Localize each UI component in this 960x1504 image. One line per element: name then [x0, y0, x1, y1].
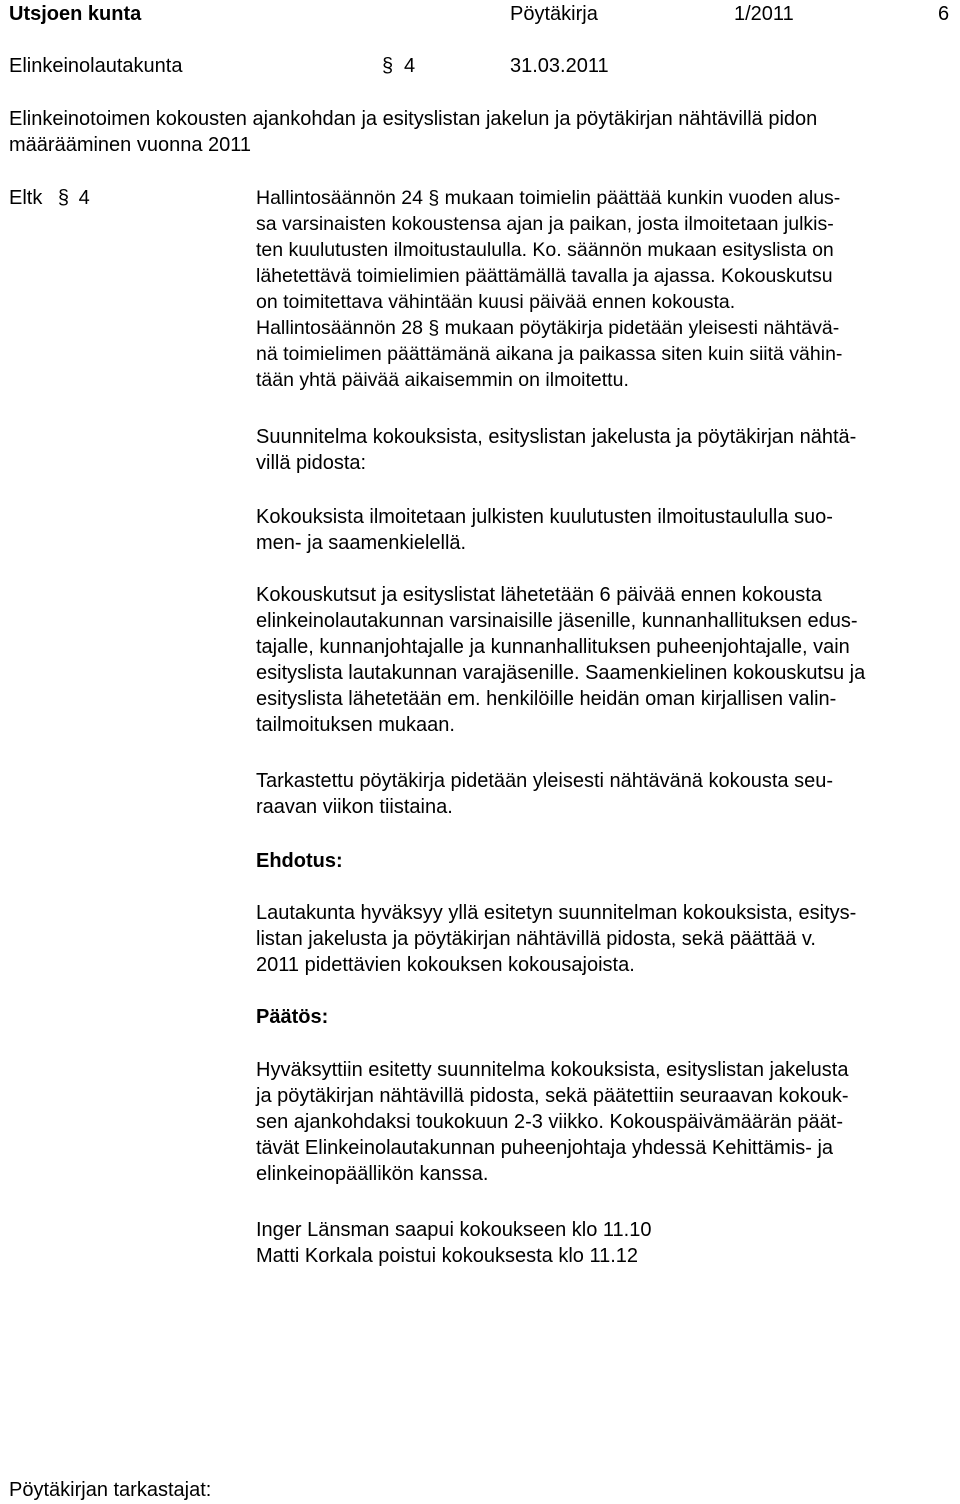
- section-ref-number: 4: [78, 187, 90, 209]
- title-line: määrääminen vuonna 2011: [9, 134, 252, 156]
- attendance-notes: [256, 1217, 956, 1269]
- plan-line: esityslista lautakunnan varajäsenille. Saamenkielinen kokouskutsu ja: [256, 662, 866, 684]
- plan-line: Kokouksista ilmoitetaan julkisten kuulutusten ilmoitustaululla suo-: [256, 506, 833, 528]
- section-reference: [9, 185, 90, 211]
- intro-line: nä toimielimen päättämänä aikana ja paikassa siten kuin siitä vähin-: [256, 343, 843, 365]
- section-sign-icon: §: [382, 55, 394, 77]
- decision-line: tävät Elinkeinolautakunnan puheenjohtaja yhdessä Kehittämis- ja: [256, 1137, 834, 1159]
- intro-line: on toimitettava vähintään kuusi päivää ennen kokousta.: [256, 291, 736, 313]
- section-number: 4: [404, 55, 416, 77]
- decision-line: sen ajankohdaksi toukokuun 2-3 viikko. Kokouspäivämäärän päät-: [256, 1111, 844, 1133]
- intro-line: Hallintosäännön 28 § mukaan pöytäkirja pidetään yleisesti nähtävä-: [256, 317, 840, 339]
- plan-paragraph-minutes: [256, 768, 956, 820]
- plan-line: men- ja saamenkielellä.: [256, 532, 467, 554]
- plan-line: tailmoituksen mukaan.: [256, 714, 455, 736]
- intro-line: lähetettävä toimielimien päättämällä tavalla ja ajassa. Kokouskutsu: [256, 265, 833, 287]
- plan-line: tajalle, kunnanjohtajalle ja kunnanhallituksen puheenjohtajalle, vain: [256, 636, 850, 658]
- plan-heading: [256, 424, 956, 476]
- decision-heading: Päätös:: [256, 1006, 329, 1028]
- attendance-line: Inger Länsman saapui kokoukseen klo 11.10: [256, 1219, 652, 1241]
- section-ref-label: Eltk: [9, 187, 43, 209]
- plan-heading-line: villä pidosta:: [256, 452, 367, 474]
- plan-line: elinkeinolautakunnan varsinaisille jäsenille, kunnanhallituksen edus-: [256, 610, 858, 632]
- document-number: 1/2011: [734, 3, 794, 25]
- proposal-line: listan jakelusta ja pöytäkirjan nähtävillä pidosta, sekä päättää v.: [256, 928, 816, 950]
- intro-line: Hallintosäännön 24 § mukaan toimielin päättää kunkin vuoden alus-: [256, 187, 841, 209]
- proposal-heading: Ehdotus:: [256, 850, 343, 872]
- meeting-date: 31.03.2011: [510, 55, 609, 77]
- plan-heading-line: Suunnitelma kokouksista, esityslistan jakelusta ja pöytäkirjan nähtä-: [256, 426, 857, 448]
- plan-line: raavan viikon tiistaina.: [256, 796, 453, 818]
- intro-line: tään yhtä päivää aikaisemmin on ilmoitettu.: [256, 369, 629, 391]
- decision-line: ja pöytäkirjan nähtävillä pidosta, sekä päätettiin seuraavan kokouk-: [256, 1085, 849, 1107]
- proposal-text: [256, 900, 956, 978]
- reviewers-label: Pöytäkirjan tarkastajat:: [9, 1479, 212, 1501]
- committee-name: Elinkeinolautakunta: [9, 55, 183, 77]
- plan-line: Tarkastettu pöytäkirja pidetään yleisesti nähtävänä kokousta seu-: [256, 770, 834, 792]
- page-number: 6: [938, 3, 950, 25]
- proposal-line: Lautakunta hyväksyy yllä esitetyn suunnitelman kokouksista, esitys-: [256, 902, 857, 924]
- plan-paragraph-announcements: [256, 504, 956, 556]
- intro-line: ten kuulutusten ilmoitustaululla. Ko. säännön mukaan esityslista on: [256, 239, 834, 261]
- agenda-item-title: [9, 106, 817, 158]
- decision-line: Hyväksyttiin esitetty suunnitelma kokouksista, esityslistan jakelusta: [256, 1059, 849, 1081]
- decision-text: [256, 1057, 956, 1187]
- plan-line: esityslista lähetetään em. henkilöille heidän oman kirjallisen valin-: [256, 688, 837, 710]
- document-type: Pöytäkirja: [510, 3, 598, 25]
- decision-line: elinkeinopäällikön kanssa.: [256, 1163, 489, 1185]
- plan-line: Kokouskutsut ja esityslistat lähetetään 6 päivää ennen kokousta: [256, 584, 822, 606]
- intro-line: sa varsinaisten kokoustensa ajan ja paikan, josta ilmoitetaan julkis-: [256, 213, 834, 235]
- title-line: Elinkeinotoimen kokousten ajankohdan ja esityslistan jakelun ja pöytäkirjan nähtävillä pidon: [9, 108, 818, 130]
- proposal-line: 2011 pidettävien kokouksen kokousajoista.: [256, 954, 635, 976]
- municipality-name: Utsjoen kunta: [9, 3, 142, 25]
- intro-paragraph: [256, 185, 956, 393]
- attendance-line: Matti Korkala poistui kokouksesta klo 11.12: [256, 1245, 639, 1267]
- plan-paragraph-invitations: [256, 582, 956, 738]
- section-sign-icon: §: [57, 187, 70, 209]
